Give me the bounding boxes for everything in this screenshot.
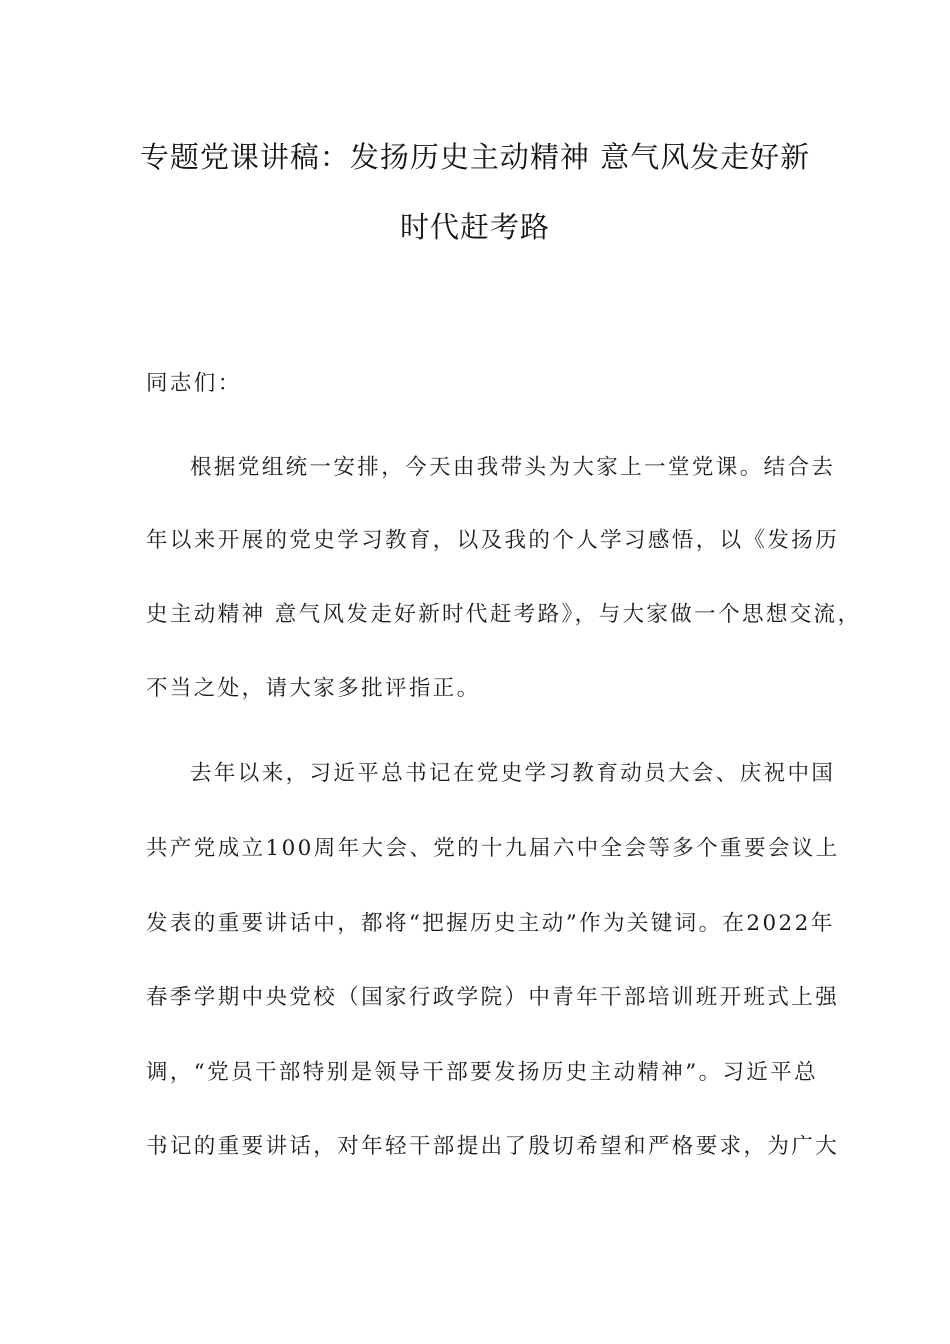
paragraph-line: 史主动精神 意气风发走好新时代赶考路》，与大家做一个思想交流， [146,602,862,627]
salutation: 同志们： [146,371,242,396]
paragraph-line: 共产党成立100周年大会、党的十九届六中全会等多个重要会议上 [146,836,840,861]
paragraph-line: 不当之处，请大家多批评指正。 [146,676,481,701]
paragraph-line: 调，“党员干部特别是领导干部要发扬历史主动精神”。习近平总 [146,1060,819,1085]
document-title-line-1: 专题党课讲稿：发扬历史主动精神 意气风发走好新 [139,140,811,174]
paragraph-line: 发表的重要讲话中，都将“把握历史主动”作为关键词。在2022年 [146,911,835,936]
paragraph-line: 书记的重要讲话，对年轻干部提出了殷切希望和严格要求，为广大 [146,1134,840,1159]
paragraph-line: 根据党组统一安排，今天由我带头为大家上一堂党课。结合去 [190,455,836,480]
paragraph-line: 年以来开展的党史学习教育，以及我的个人学习感悟，以《发扬历 [146,528,840,553]
paragraph-line: 去年以来，习近平总书记在党史学习教育动员大会、庆祝中国 [190,761,836,786]
paragraph-line: 春季学期中央党校（国家行政学院）中青年干部培训班开班式上强 [146,985,840,1010]
document-title-line-2: 时代赶考路 [399,210,550,244]
